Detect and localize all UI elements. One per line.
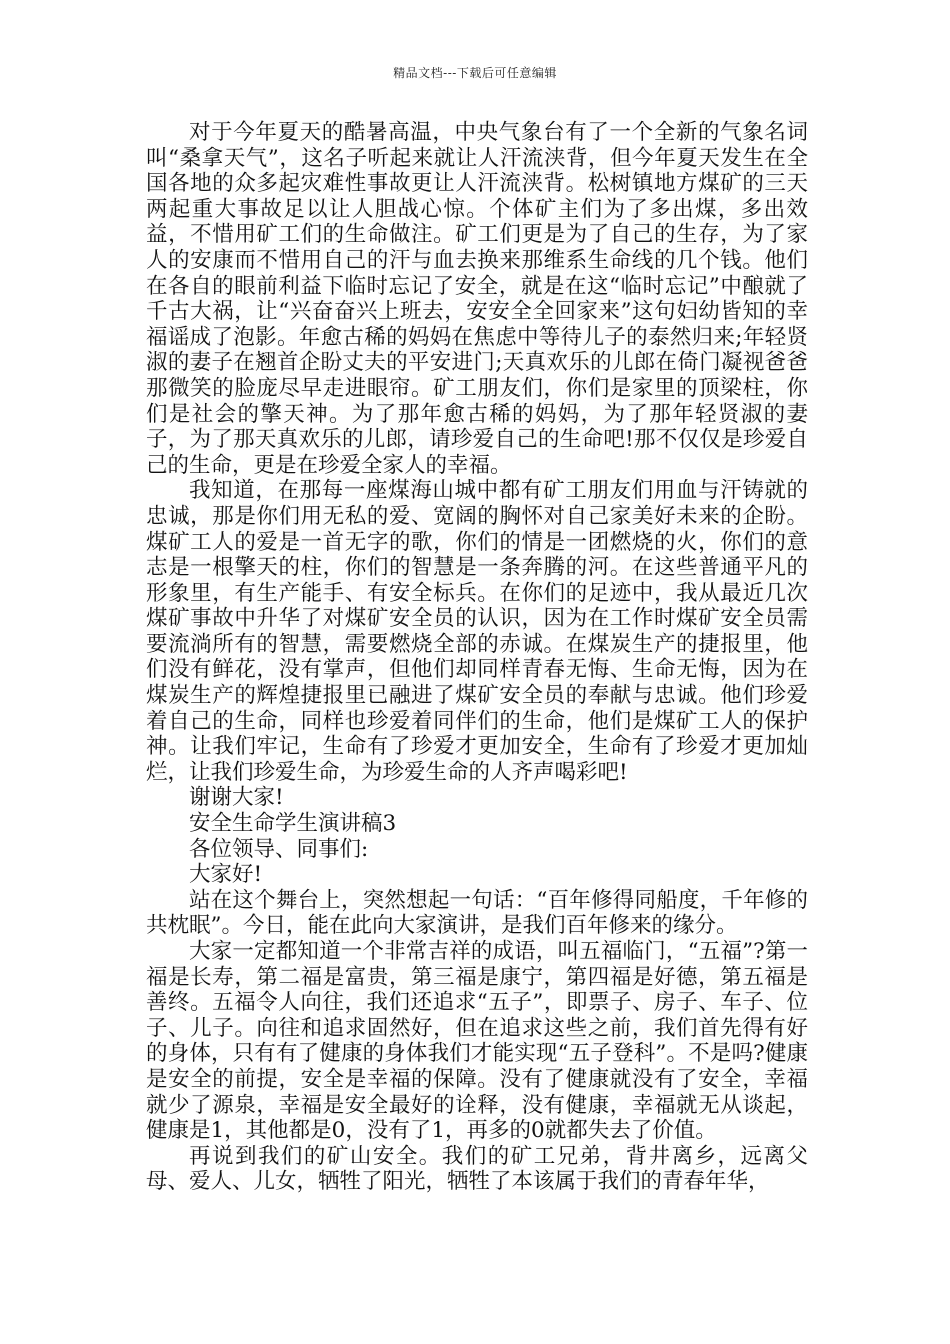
paragraph-five-blessings: 大家一定都知道一个非常吉祥的成语，叫五福临门，“五福”?第一福是长寿，第二福是富贵，第三福是康宁，第四福是好德，第五福是善终。五福令人向往，我们还追求“五子”，即票子、房子、车子、位子、儿子。向往和追求固然好，但在追求这些之前，我们首先得有好的身体，只有有了健康的身体我们才能实现“五子登科”。不是吗?健康是安全的前提，安全是幸福的保障。没有了健康就没有了安全，幸福就少了源泉，幸福是安全最好的诠释，没有健康，幸福就无从谈起，健康是1，其他都是0，没有了1，再多的0就都失去了价值。 [146, 939, 808, 1144]
paragraph-mine-safety: 再说到我们的矿山安全。我们的矿工兄弟，背井离乡，远离父母、爱人、儿女，牺牲了阳光，牺牲了本该属于我们的青春年华， [146, 1143, 808, 1195]
speech-title: 安全生命学生演讲稿3 [189, 811, 397, 837]
paragraph-intro: 对于今年夏天的酷暑高温，中央气象台有了一个全新的气象名词叫“桑拿天气”，这名子听起来就让人汗流浃背，但今年夏天发生在全国各地的众多起灾难性事故更让人汗流浃背。松树镇地方煤矿的三天两起重大事故足以让人胆战心惊。个体矿主们为了多出煤，多出效益，不惜用矿工们的生命做注。矿工们更是为了自己的生存，为了家人的安康而不惜用自己的汗与血去换来那维系生命线的几个钱。他们在各自的眼前利益下临时忘记了安全，就是在这“临时忘记”中酿就了千古大祸，让“兴奋奋兴上班去，安安全全回家来”这句妇幼皆知的幸福谣成了泡影。年愈古稀的妈妈在焦虑中等待儿子的泰然归来;年轻贤淑的妻子在翘首企盼丈夫的平安进门;天真欢乐的儿郎在倚门凝视爸爸那微笑的脸庞尽早走进眼帘。矿工朋友们，你们是家里的顶梁柱，你们是社会的擎天神。为了那年愈古稀的妈妈，为了那年轻贤淑的妻子，为了那天真欢乐的儿郎，请珍爱自己的生命吧!那不仅仅是珍爱自己的生命，更是在珍爱全家人的幸福。 [146, 120, 808, 478]
greeting: 大家好! [189, 862, 263, 888]
document-body [146, 120, 808, 1195]
salutation: 各位领导、同事们: [189, 836, 369, 862]
paragraph-thanks: 谢谢大家! [189, 785, 284, 811]
page-header-watermark: 精品文档---下载后可任意编辑 [393, 66, 557, 80]
paragraph-opening: 站在这个舞台上，突然想起一句话：“百年修得同船度，千年修的共枕眠”。今日，能在此向大家演讲，是我们百年修来的缘分。 [146, 887, 808, 939]
paragraph-safety-officers: 我知道，在那每一座煤海山城中都有矿工朋友们用血与汗铸就的忠诚，那是你们用无私的爱、宽阔的胸怀对自己家美好未来的企盼。煤矿工人的爱是一首无字的歌，你们的情是一团燃烧的火，你们的意志是一根擎天的柱，你们的智慧是一条奔腾的河。在这些普通平凡的形象里，有生产能手、有安全标兵。在你们的足迹中，我从最近几次煤矿事故中升华了对煤矿安全员的认识，因为在工作时煤矿安全员需要流淌所有的智慧，需要燃烧全部的赤诚。在煤炭生产的捷报里，他们没有鲜花，没有掌声，但他们却同样青春无悔、生命无悔，因为在煤炭生产的辉煌捷报里已融进了煤矿安全员的奉献与忠诚。他们珍爱着自己的生命，同样也珍爱着同伴们的生命，他们是煤矿工人的保护神。让我们牢记，生命有了珍爱才更加安全，生命有了珍爱才更加灿烂，让我们珍爱生命，为珍爱生命的人齐声喝彩吧! [146, 478, 808, 785]
